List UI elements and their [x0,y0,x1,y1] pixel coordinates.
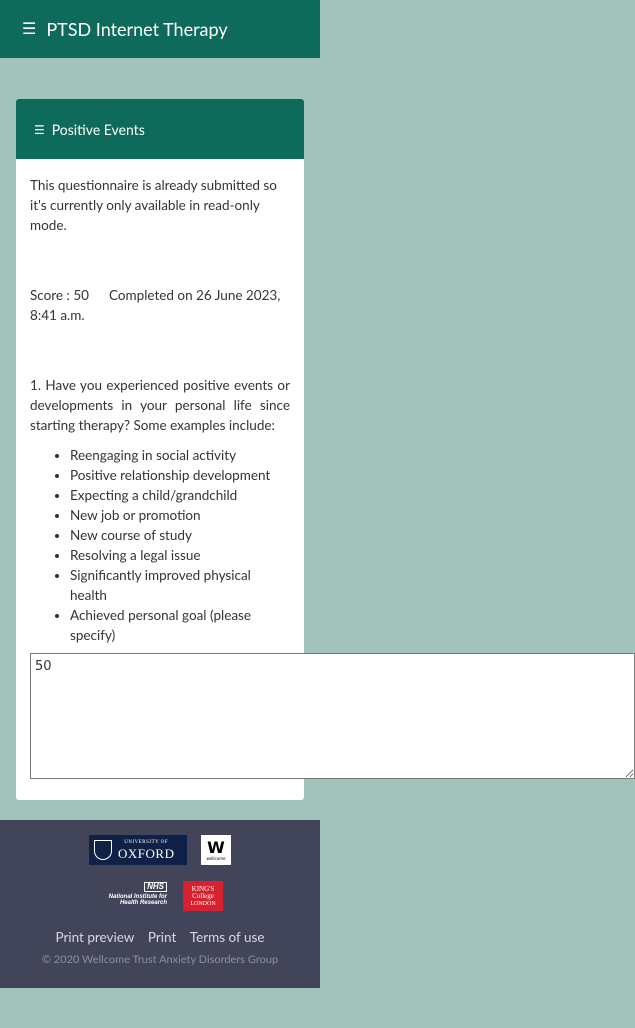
wellcome-logo[interactable] [201,835,231,865]
wellcome-logo-sub: wellcome [206,855,226,861]
card-title: Positive Events [51,120,145,138]
print-preview-link[interactable]: Print preview [55,929,135,945]
list-item: • Achieved personal goal (please specify) [70,605,290,645]
score-text: Score : 50 [30,287,89,303]
list-item: • Expecting a child/grandchild [70,485,290,505]
terms-of-use-link[interactable]: Terms of use [189,929,265,945]
print-link[interactable]: Print [147,929,177,945]
copyright-text: © 2020 Wellcome Trust Anxiety Disorders Group [41,953,279,966]
completed-text: Completed on 26 June 2023, 8:41 a.m. [30,287,281,323]
hamburger-icon[interactable]: ☰ [22,19,37,38]
top-navbar [0,0,320,58]
list-item: • Resolving a legal issue [70,545,290,565]
score-line [30,285,290,325]
answer-textarea[interactable] [30,653,635,779]
oxford-logo-big: OXFORD [118,846,175,861]
question-text: 1. Have you experienced positive events or developments in your personal life since starting therapy? Some examples include: [30,377,290,433]
questionnaire-card [16,99,304,800]
list-item: • New job or promotion [70,505,290,525]
kings-college-logo[interactable] [183,881,223,911]
examples-list [30,445,290,645]
nihr-line-2: Health Research [119,900,167,906]
list-item: • Reengaging in social activity [70,445,290,465]
nihr-logo[interactable] [97,882,167,910]
kings-line-1: KING'S [191,884,215,893]
wellcome-logo-w: W [207,837,225,857]
list-item: • New course of study [70,525,290,545]
footer [0,820,320,988]
card-header [16,99,304,159]
footer-links [0,929,320,945]
card-body [16,159,304,645]
kings-line-2: College [192,891,214,900]
list-item: • Positive relationship development [70,465,290,485]
hamburger-icon[interactable]: ☰ [34,121,45,137]
oxford-logo[interactable] [89,835,187,865]
list-item: • Significantly improved physical health [70,565,290,605]
logo-row [0,865,320,911]
nihr-line-1: National Institute for [108,894,167,900]
logo-row [0,820,320,865]
oxford-logo-small: UNIVERSITY OF [124,840,169,845]
oxford-crest-icon [94,840,112,860]
read-only-notice: This questionnaire is already submitted so it's currently only available in read-only mode. [30,177,277,233]
app-title[interactable]: PTSD Internet Therapy [46,18,228,40]
nhs-badge: NHS [144,882,167,892]
kings-line-3: LONDON [190,900,216,907]
